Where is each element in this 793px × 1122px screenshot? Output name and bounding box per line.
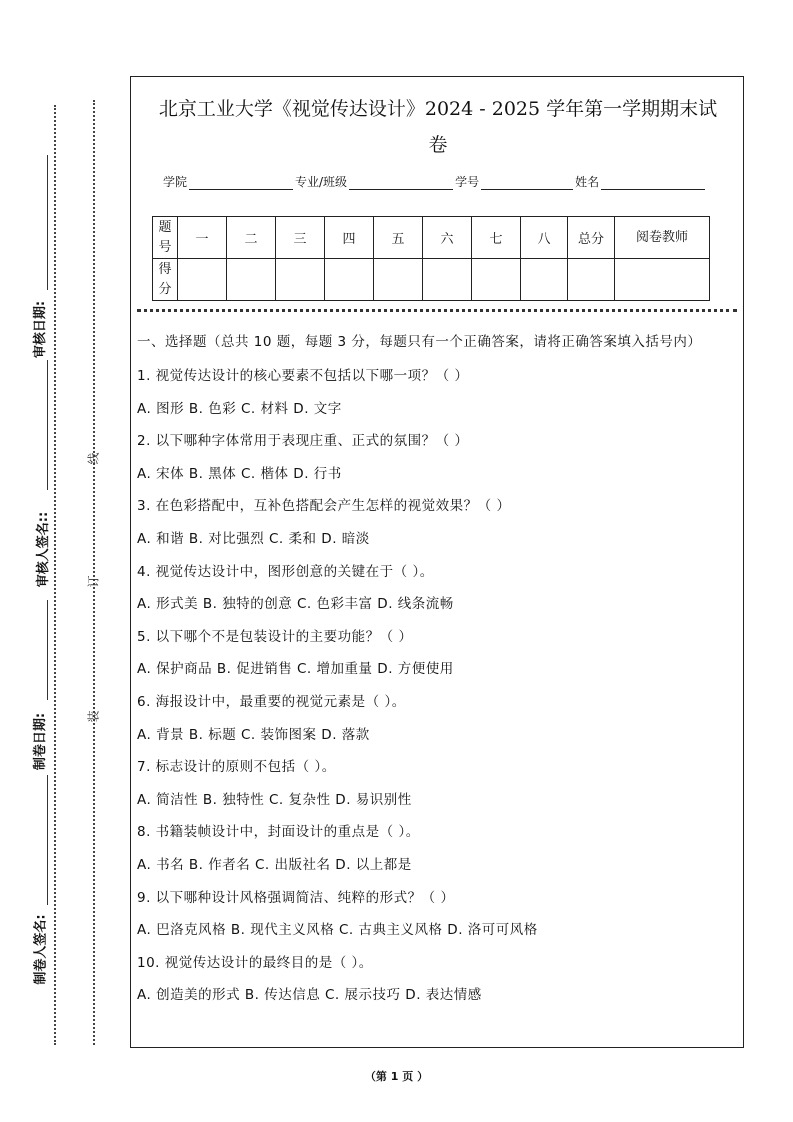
- question-options: A. 和谐 B. 对比强烈 C. 柔和 D. 暗淡: [137, 530, 370, 547]
- question-text: 2. 以下哪种字体常用于表现庄重、正式的氛围？（ ）: [137, 433, 469, 450]
- question-options: A. 巴洛克风格 B. 现代主义风格 C. 古典主义风格 D. 洛可可风格: [137, 922, 538, 939]
- binding-dotted-line: [93, 100, 95, 1045]
- exam-frame: [130, 76, 744, 1048]
- score-col-1: 一: [178, 217, 227, 259]
- question-text: 10. 视觉传达设计的最终目的是（ ）。: [137, 954, 373, 971]
- question-text: 3. 在色彩搭配中，互补色搭配会产生怎样的视觉效果？（ ）: [137, 498, 511, 515]
- audit-date-line: [47, 155, 48, 290]
- question-options: A. 书名 B. 作者名 C. 出版社名 D. 以上都是: [137, 856, 412, 873]
- score-table-score-row: [153, 259, 710, 301]
- name-field[interactable]: [601, 177, 705, 190]
- auditor-signature-label: 审核人签名::: [36, 511, 52, 588]
- score-row-label: 得分: [153, 259, 178, 301]
- college-field[interactable]: [189, 177, 293, 190]
- score-col-8: 八: [521, 217, 568, 259]
- score-cell[interactable]: [521, 259, 568, 301]
- binding-char-bind: 装: [86, 710, 101, 723]
- total-score-cell[interactable]: [568, 259, 615, 301]
- score-col-7: 七: [472, 217, 521, 259]
- question-text: 9. 以下哪种设计风格强调简洁、纯粹的形式？（ ）: [137, 889, 455, 906]
- question-text: 8. 书籍装帧设计中，封面设计的重点是（ ）。: [137, 824, 420, 841]
- page-number: （第 1 页 ）: [364, 1070, 429, 1083]
- exam-title-line2: 卷: [428, 134, 448, 156]
- question-number-header: 题号: [153, 217, 178, 259]
- question-text: 5. 以下哪个不是包装设计的主要功能？（ ）: [137, 628, 413, 645]
- question-options: A. 形式美 B. 独特的创意 C. 色彩丰富 D. 线条流畅: [137, 596, 454, 613]
- score-cell[interactable]: [374, 259, 423, 301]
- question-text: 6. 海报设计中，最重要的视觉元素是（ ）。: [137, 693, 406, 710]
- question-list: [137, 360, 737, 1012]
- question-options: A. 宋体 B. 黑体 C. 楷体 D. 行书: [137, 465, 342, 482]
- student-id-label: 学号: [455, 175, 480, 189]
- audit-date-label: 审核日期:: [33, 300, 49, 359]
- total-score-header: 总分: [568, 217, 615, 259]
- question-text: 1. 视觉传达设计的核心要素不包括以下哪一项？（ ）: [137, 368, 469, 384]
- score-cell[interactable]: [325, 259, 374, 301]
- auditor-signature-line: [47, 360, 48, 490]
- score-col-2: 二: [227, 217, 276, 259]
- question-text: 7. 标志设计的原则不包括（ ）。: [137, 759, 336, 776]
- question-options: A. 图形 B. 色彩 C. 材料 D. 文字: [137, 400, 342, 417]
- college-label: 学院: [163, 175, 188, 189]
- score-col-4: 四: [325, 217, 374, 259]
- score-cell[interactable]: [178, 259, 227, 301]
- preparer-signature-label: 制卷人签名:: [33, 914, 49, 985]
- score-col-3: 三: [276, 217, 325, 259]
- score-cell[interactable]: [423, 259, 472, 301]
- question-options: A. 背景 B. 标题 C. 装饰图案 D. 落款: [137, 726, 370, 743]
- section-divider: [137, 309, 737, 312]
- major-field[interactable]: [349, 177, 453, 190]
- section-heading: 一、选择题（总共 10 题，每题 3 分，每题只有一个正确答案，请将正确答案填入括号内）: [137, 334, 702, 350]
- major-label: 专业/班级: [295, 175, 348, 189]
- score-cell[interactable]: [227, 259, 276, 301]
- margin-dotted-line: [54, 105, 56, 1045]
- exam-title-line1: 北京工业大学《视觉传达设计》2024 - 2025 学年第一学期期末试: [158, 98, 718, 120]
- name-label: 姓名: [575, 175, 600, 189]
- preparer-signature-line: [47, 775, 48, 905]
- grader-header: 阅卷教师: [615, 217, 710, 259]
- question-area: [137, 331, 737, 1012]
- binding-char-staple: 订: [86, 575, 101, 588]
- score-table: [152, 216, 710, 301]
- question-options: A. 保护商品 B. 促进销售 C. 增加重量 D. 方便使用: [137, 661, 454, 678]
- exam-title: [131, 91, 745, 163]
- score-col-6: 六: [423, 217, 472, 259]
- student-id-field[interactable]: [481, 177, 573, 190]
- score-table-header-row: [153, 217, 710, 259]
- score-cell[interactable]: [472, 259, 521, 301]
- question-text: 4. 视觉传达设计中，图形创意的关键在于（ ）。: [137, 563, 434, 580]
- score-col-5: 五: [374, 217, 423, 259]
- student-info-row: [163, 173, 707, 190]
- question-options: A. 简洁性 B. 独特性 C. 复杂性 D. 易识别性: [137, 791, 412, 808]
- prepare-date-line: [47, 600, 48, 700]
- grader-cell[interactable]: [615, 259, 710, 301]
- question-options: A. 创造美的形式 B. 传达信息 C. 展示技巧 D. 表达情感: [137, 987, 482, 1004]
- prepare-date-label: 制卷日期:: [33, 712, 49, 771]
- score-cell[interactable]: [276, 259, 325, 301]
- binding-char-line: 线: [86, 452, 101, 465]
